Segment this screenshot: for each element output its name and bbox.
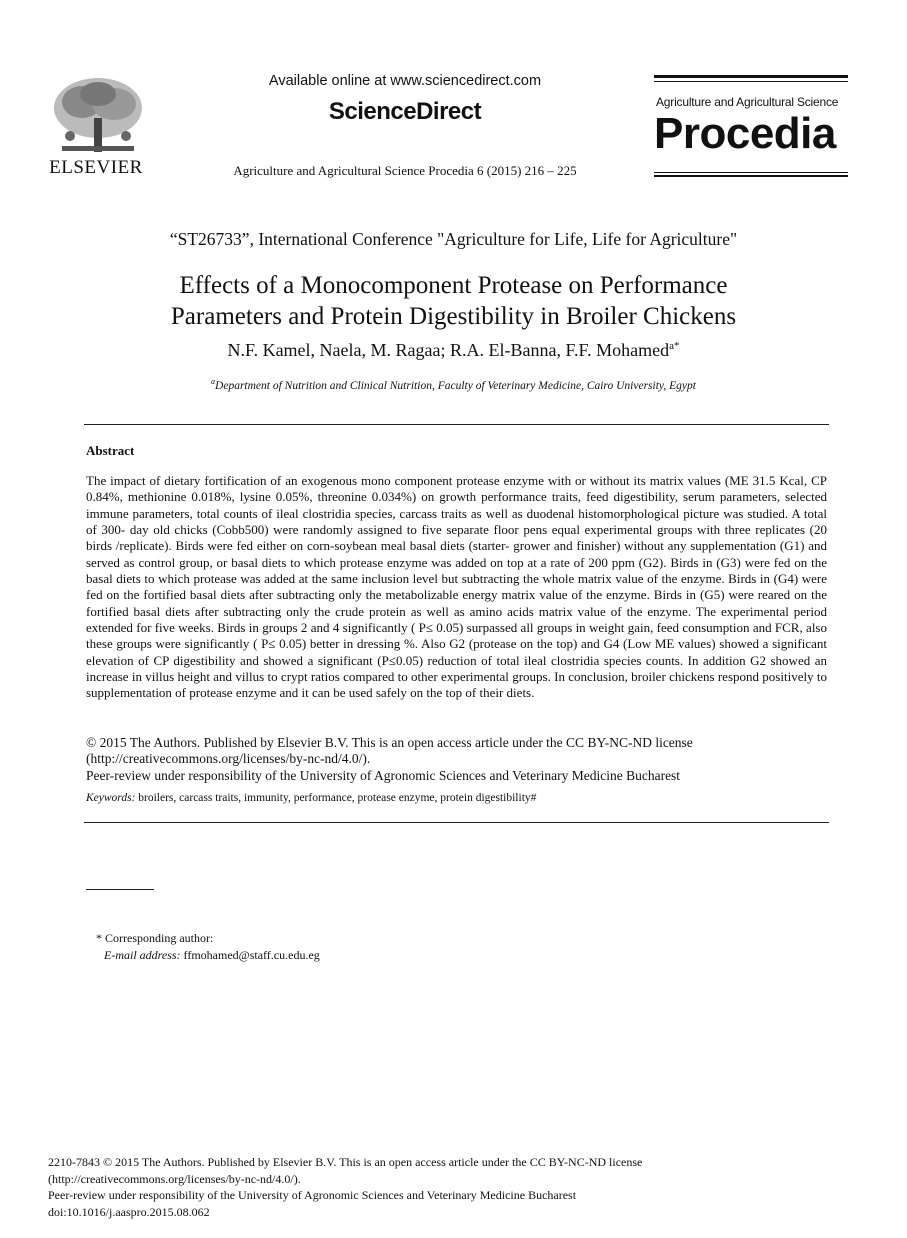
procedia-bottom-rule	[654, 175, 848, 177]
keywords	[86, 792, 827, 804]
journal-reference: Agriculture and Agricultural Science Procedia 6 (2015) 216 – 225	[233, 163, 577, 178]
corresponding-label: * Corresponding author:	[96, 931, 214, 945]
sciencedirect-logo: ScienceDirect	[328, 98, 482, 125]
keywords-list: broilers, carcass traits, immunity, performance, protease enzyme, protein digestibility#	[135, 792, 537, 804]
footnote-rule	[86, 889, 154, 890]
abstract-heading: Abstract	[86, 443, 135, 458]
footer-copyright: 2210-7843 © 2015 The Authors. Published by Elsevier B.V. This is an open access article under the CC BY-NC-ND license	[48, 1155, 643, 1169]
email-address[interactable]: ffmohamed@staff.cu.edu.eg	[180, 947, 320, 962]
author-marks: a*	[669, 340, 680, 352]
footer-doi[interactable]: doi:10.1016/j.aaspro.2015.08.062	[48, 1204, 210, 1219]
footer-license-link[interactable]: (http://creativecommons.org/licenses/by-nc-nd/4.0/).	[48, 1171, 301, 1186]
procedia-top-rule	[654, 75, 848, 78]
license-link[interactable]: (http://creativecommons.org/licenses/by-nc-nd/4.0/).	[86, 751, 371, 767]
affiliation-text: Department of Nutrition and Clinical Nutrition, Faculty of Veterinary Medicine, Cairo University, Egypt	[215, 379, 696, 392]
email-line	[96, 947, 320, 964]
footer-peer-review: Peer-review under responsibility of the University of Agronomic Sciences and Veterinary Medicine Bucharest	[48, 1188, 577, 1203]
affiliation-mark: a	[211, 377, 216, 386]
procedia-top-rule-thin	[654, 81, 848, 82]
procedia-brand: Procedia	[654, 109, 836, 158]
abstract-top-rule	[84, 424, 829, 425]
author-list	[60, 340, 847, 361]
procedia-logo	[654, 72, 848, 176]
peer-review-statement: Peer-review under responsibility of the University of Agronomic Sciences and Veterinary Medicine Bucharest	[86, 768, 681, 783]
article-title	[60, 270, 847, 332]
conference-name: “ST26733”, International Conference "Agriculture for Life, Life for Agriculture"	[169, 229, 738, 249]
authors-text: N.F. Kamel, Naela, M. Ragaa; R.A. El-Banna, F.F. Mohamed	[227, 340, 670, 360]
title-line-1: Effects of a Monocomponent Protease on Performance	[179, 272, 728, 299]
publisher-name: ELSEVIER	[49, 157, 143, 178]
copyright-footer	[48, 1154, 868, 1220]
available-online-text[interactable]: Available online at www.sciencedirect.com	[268, 73, 542, 89]
affiliation	[60, 377, 847, 392]
license-line: © 2015 The Authors. Published by Elsevier B.V. This is an open access article under the CC BY-NC-ND license	[86, 735, 693, 750]
email-label: E-mail address:	[104, 947, 181, 962]
license-statement	[86, 735, 827, 768]
abstract-bottom-rule	[84, 822, 829, 823]
title-line-2: Parameters and Protein Digestibility in Broiler Chickens	[170, 303, 737, 330]
keywords-label: Keywords:	[86, 792, 136, 804]
abstract-body: The impact of dietary fortification of an exogenous mono component protease enzyme with or without its matrix values (ME 31.5 Kcal, CP 0.84%, methionine 0.018%, lysine 0.05%, threonine 0.034%) on growth performance traits, feed digestibility, serum parameters, selected immune parameters, total counts of ileal clostridia species, carcass traits as well as duodenal histomorphological picture was studied. A total of 300- day old chicks (Cobb500) were randomly assigned to five separate floor pens equal experimental groups with three replicates (20 birds /replicate). Birds were fed either on corn-soybean meal basal diets (starter- grower and finisher) without any supplementation (G1) and served as control group, or basal diets to which protease enzyme was added on top at a rate of 200 ppm (G2). Birds in (G3) were fed on the basal diets to which protease was added at the same inclusion level but subtracting the whole matrix value of the enzyme. Birds in (G4) were fed on the fortified basal diets after subtracting only the metabolizable energy matrix value of the enzyme. Birds in (G5) were reared on the fortified basal diets after subtracting only the crude protein as well as amino acids matrix value of the enzyme. The experimental period extended for five weeks. Birds in groups 2 and 4 significantly ( P≤ 0.05) surpassed all groups in weight gain, feed consumption and FCR, also these groups were significantly ( P≤ 0.05) better in dressing %. Also G2 (protease on the top) and G4 (Low ME values) showed a significant elevation of CP digestibility and showed a significant (P≤0.05) reduction of total ileal clostridia species counts. In addition G2 showed an increase in villus height and villus to crypt ratios compared to other experimental groups. In conclusion, broiler chickens respond positively to supplementation of protease enzyme and it can be used safely on the top of their diets.	[86, 473, 827, 701]
corresponding-author-note	[96, 930, 320, 963]
procedia-bottom-rule-thin	[654, 172, 848, 173]
procedia-subtitle: Agriculture and Agricultural Science	[656, 95, 839, 109]
